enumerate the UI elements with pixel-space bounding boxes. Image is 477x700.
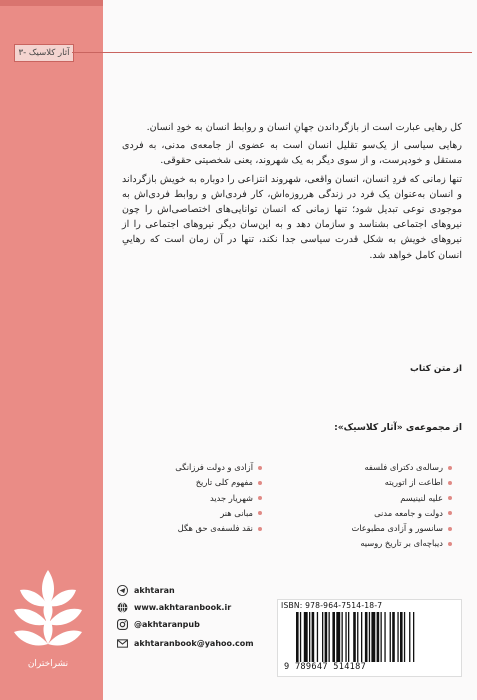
bullet-icon [448, 496, 452, 500]
bullet-icon [448, 466, 452, 470]
barcode-bar [384, 612, 385, 662]
barcode-bar [304, 612, 308, 662]
barcode-bar [390, 612, 391, 662]
barcode-bar [369, 612, 370, 662]
bullet-icon [448, 511, 452, 515]
list-item-label: دیباچه‌ای بر تاریخ روسیه [360, 538, 443, 549]
barcode-bar [381, 612, 382, 662]
barcode-bar [325, 612, 328, 662]
barcode-bar [309, 612, 310, 662]
barcode-bar [377, 612, 380, 662]
barcode-bar [409, 612, 410, 662]
barcode-bar [332, 612, 335, 662]
bullet-icon [258, 481, 262, 485]
contact-instagram[interactable] [117, 619, 200, 630]
barcode-bar [357, 612, 358, 662]
bullet-icon [258, 527, 262, 531]
barcode-bar [365, 612, 368, 662]
bullet-icon [258, 511, 262, 515]
barcode-bar [296, 612, 299, 662]
excerpt-text [122, 120, 462, 266]
contact-label: www.akhtaranbook.ir [134, 603, 232, 612]
list-item-label: سانسور و آزادی مطبوعات [351, 523, 443, 534]
list-item-label: علیه لنینیسم [400, 492, 443, 503]
email-icon [117, 638, 128, 649]
barcode-bar [404, 612, 405, 662]
telegram-icon [117, 585, 128, 596]
list-item [282, 475, 452, 490]
list-item [132, 491, 262, 506]
barcode-bar [397, 612, 398, 662]
list-item [282, 536, 452, 551]
collection-list-left [132, 460, 262, 536]
list-item-label: شهریار جدید [210, 492, 253, 503]
barcode-bar [348, 612, 349, 662]
barcode-digits: 9 789647 514187 [284, 662, 367, 672]
barcode-bar [413, 612, 414, 662]
list-item [282, 460, 452, 475]
list-item-label: دولت و جامعه مدنی [374, 507, 443, 518]
contact-website[interactable] [117, 602, 231, 613]
barcode-bar [345, 612, 346, 662]
instagram-icon [117, 619, 128, 630]
spine-top-strip [0, 0, 103, 6]
excerpt-paragraph: کل رهایی عبارت است از بازگرداندن جهانِ انسان و روابط انسان به خودِ انسان. [146, 122, 462, 133]
list-item-label: مفهوم کلی تاریخ [195, 477, 253, 488]
list-item-label: مبانی هنر [220, 507, 253, 518]
globe-icon [117, 602, 128, 613]
barcode-icon [296, 612, 454, 662]
barcode-bar [392, 612, 395, 662]
barcode-bar [353, 612, 356, 662]
barcode-bar [312, 612, 315, 662]
contact-label: akhtaran [134, 586, 175, 595]
list-item-label: نقد فلسفه‌ی حق هگل [177, 523, 253, 534]
list-item [282, 506, 452, 521]
barcode-bar [361, 612, 362, 662]
barcode-bar [342, 612, 343, 662]
list-item [282, 491, 452, 506]
contact-label: @akhtaranpub [134, 620, 200, 629]
collection-list-right [282, 460, 452, 552]
barcode-bar [322, 612, 323, 662]
collection-title: از مجموعه‌ی «آثار کلاسیک»: [334, 422, 462, 433]
barcode-bar [400, 612, 403, 662]
contact-telegram[interactable] [117, 585, 175, 596]
contact-label: akhtaranbook@yahoo.com [134, 639, 254, 648]
bullet-icon [258, 466, 262, 470]
list-item-label: رساله‌ی دکترای فلسفه [364, 462, 443, 472]
list-item [132, 475, 262, 490]
series-rule [72, 52, 472, 53]
isbn-label: ISBN: 978-964-7514-18-7 [281, 601, 383, 610]
excerpt-paragraph: تنها زمانی که فردِ انسان، انسان واقعی، شهروند انتزاعی را دوباره به خویش بازگرداند و انسان به‌عنوان یک فرد در زندگی هرروزه‌اش، کار فردی‌اش و روابط فردی‌اش به موجودی نوعی تبدیل شود؛ تنها زمانی که انسان توانایی‌های اختصاصی‌اش را چون نیروهای اجتماعی بشناسد و سازمان دهد و به این‌سان دیگر نیروهای اجتماعی را از نیروهای خویش به شکل قدرت سیاسی جدا نکند، تنها در آن زمان است که رهاییِ انسان کامل خواهد شد. [122, 173, 462, 261]
list-item [282, 521, 452, 536]
list-item [132, 506, 262, 521]
excerpt-paragraph: رهایی سیاسی از یک‌سو تقلیل انسان است به عضوی از جامعه‌ی مدنی، به فردی مستقل و خودپرست، و از سوی دیگر به یک شهروند، یعنی شخصیتی حقوقی. [122, 140, 462, 167]
list-item-label: اطاعت از اتوریته [384, 477, 443, 488]
excerpt-source: از متن کتاب [409, 364, 462, 374]
series-tab: آثار کلاسیک -۳ [14, 44, 74, 62]
bullet-icon [448, 527, 452, 531]
bullet-icon [448, 542, 452, 546]
barcode-bar [329, 612, 330, 662]
publisher-logo-icon [10, 566, 86, 658]
list-item-label: آزادی و دولت فرزانگی [175, 462, 253, 472]
bullet-icon [258, 496, 262, 500]
bullet-icon [448, 481, 452, 485]
barcode-bar [371, 612, 375, 662]
publisher-name: نشراختران [27, 659, 69, 669]
list-item [132, 521, 262, 536]
contact-email[interactable] [117, 638, 254, 649]
list-item [132, 460, 262, 475]
barcode-bar [336, 612, 340, 662]
barcode-bar [300, 612, 301, 662]
barcode-bar [317, 612, 318, 662]
